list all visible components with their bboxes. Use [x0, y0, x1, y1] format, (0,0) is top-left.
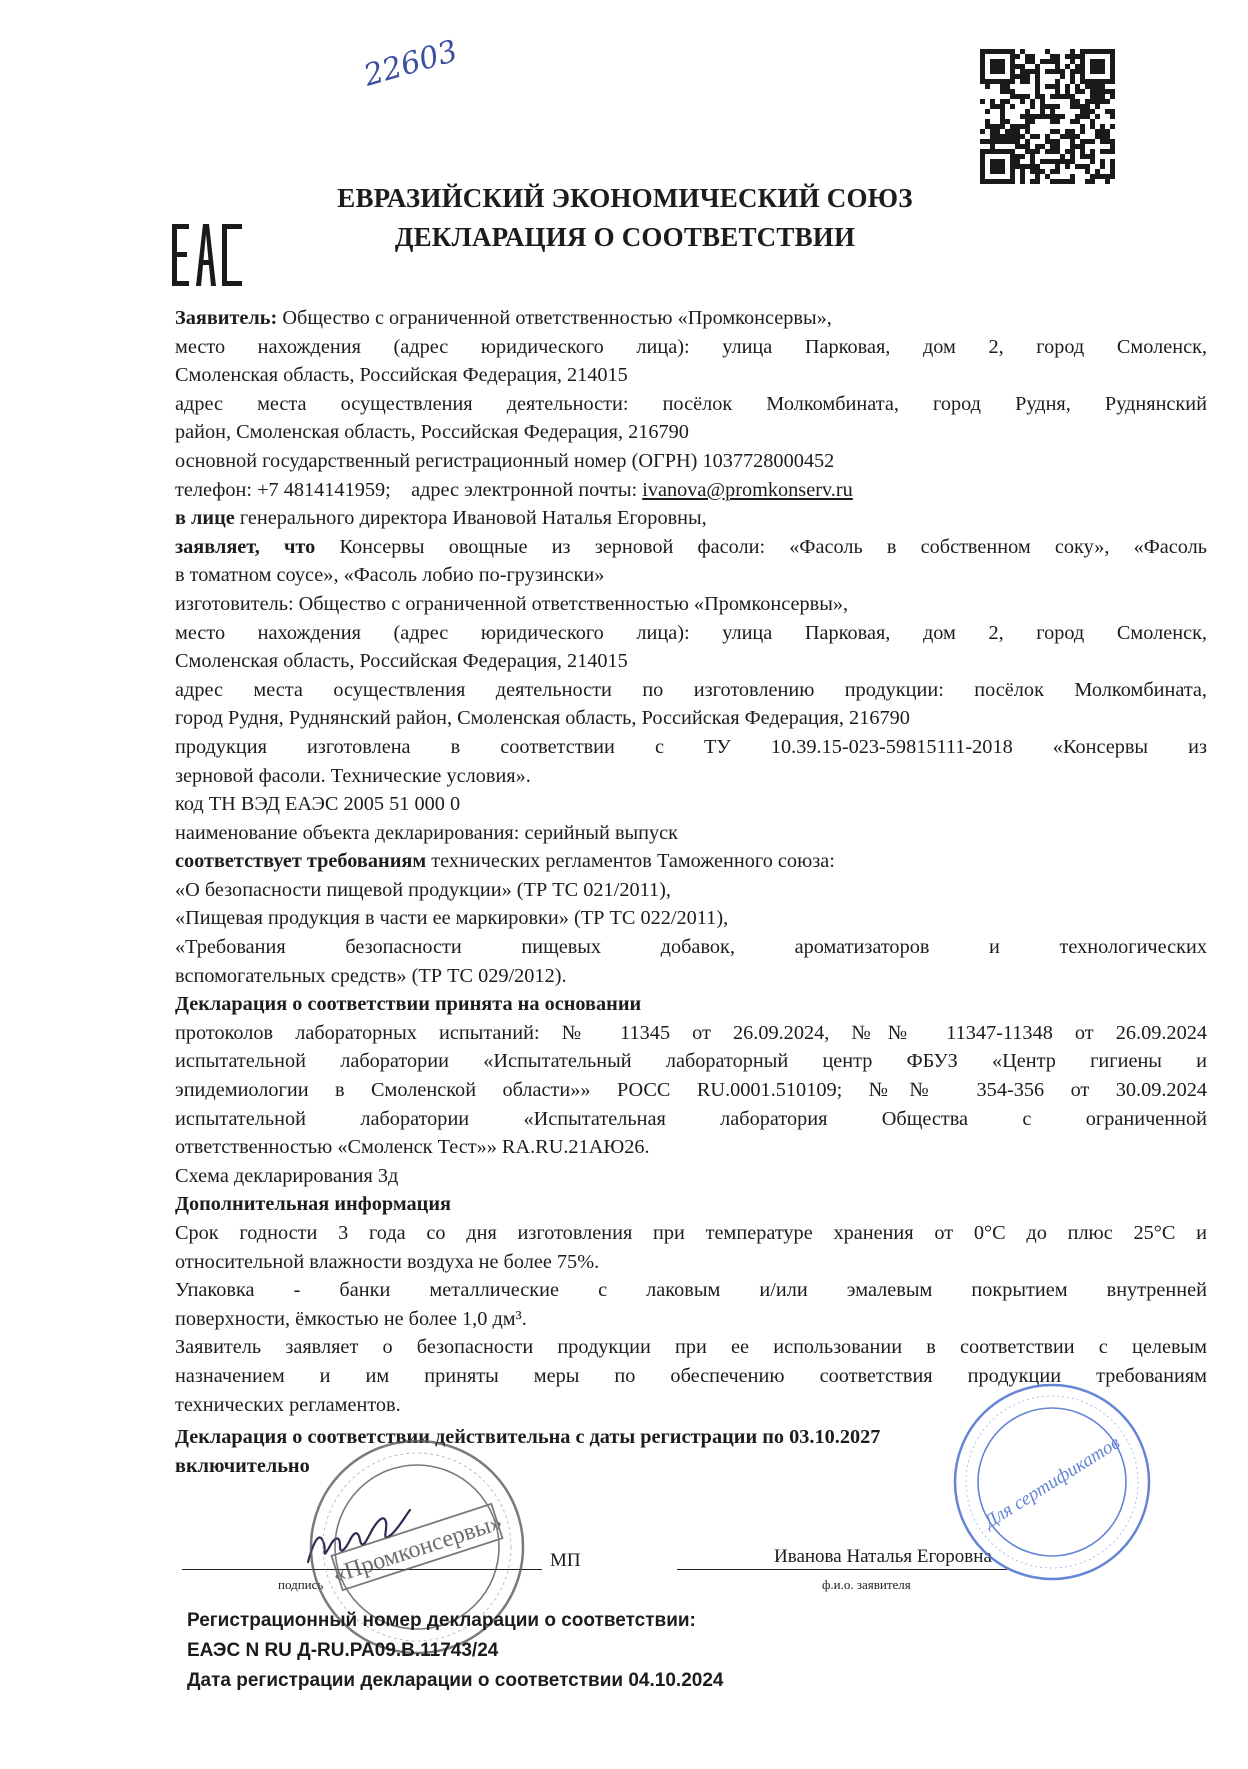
product-name-cont: в томатном соусе», «Фасоль лобио по-грузински»: [175, 564, 605, 587]
manufacturer-production-address: адрес места осуществления деятельности по изготовлению продукции: посёлок Молкомбината,: [175, 678, 1207, 701]
validity-inclusive: включительно: [175, 1454, 310, 1477]
mp-mark: МП: [550, 1550, 581, 1571]
regulation-021: «О безопасности пищевой продукции» (ТР ТС 021/2011),: [175, 878, 671, 901]
applicant-phone: телефон: +7 4814141959;: [175, 478, 391, 501]
union-title: ЕВРАЗИЙСКИЙ ЭКОНОМИЧЕСКИЙ СОЮЗ: [337, 183, 913, 213]
regulation-022: «Пищевая продукция в части ее маркировки» (ТР ТС 022/2011),: [175, 907, 729, 930]
cert-stamp-text: Для сертификатов: [980, 1432, 1124, 1533]
declaration-scheme: Схема декларирования 3д: [175, 1164, 399, 1187]
qr-code: [975, 44, 1120, 189]
applicant-activity-address-cont: район, Смоленская область, Российская Федерация, 216790: [175, 421, 689, 444]
applicant-legal-address-cont: Смоленская область, Российская Федерация, 214015: [175, 364, 628, 387]
additional-heading: Дополнительная информация: [175, 1193, 452, 1216]
packaging: Упаковка - банки металлические с лаковым и/или эмалевым покрытием внутренней: [175, 1279, 1207, 1302]
declaration-object: наименование объекта декларирования: серийный выпуск: [175, 821, 679, 844]
manufacturer-name: изготовитель: Общество с ограниченной ответственностью «Промконсервы»,: [175, 592, 849, 615]
basis-line-4: испытательной лаборатории «Испытательная лаборатория Общества с ограниченной: [175, 1107, 1207, 1130]
company-stamp-text: «Промконсервы»: [329, 1509, 506, 1589]
declares-label: заявляет, что: [175, 535, 316, 558]
basis-line-5: ответственностью «Смоленск Тест»» RA.RU.21АЮ26.: [175, 1136, 650, 1159]
basis-line-1: протоколов лабораторных испытаний: № 11345 от 26.09.2024, №№ 11347-11348 от 26.09.2024: [175, 1021, 1207, 1044]
product-standard: продукция изготовлена в соответствии с ТУ 10.39.15-023-59815111-2018 «Консервы из: [175, 735, 1207, 758]
signer-name: Иванова Наталья Егоровна: [774, 1546, 992, 1567]
applicant-ogrn: основной государственный регистрационный номер (ОГРН) 1037728000452: [175, 449, 835, 472]
regulation-029: «Требования безопасности пищевых добавок, ароматизаторов и технологических: [175, 936, 1207, 959]
email-link[interactable]: ivanova@promkonserv.ru: [642, 478, 853, 501]
packaging-cont: поверхности, ёмкостью не более 1,0 дм³.: [175, 1307, 527, 1330]
product-standard-cont: зерновой фасоли. Технические условия».: [175, 764, 531, 787]
safety-statement-cont: назначением и им приняты меры по обеспечению соответствия продукции требованиям: [175, 1364, 1207, 1387]
safety-statement-end: технических регламентов.: [175, 1393, 401, 1416]
manufacturer-legal-address: место нахождения (адрес юридического лица): улица Парковая, дом 2, город Смоленск,: [175, 621, 1207, 644]
basis-line-3: эпидемиологии в Смоленской области»» РОСС RU.0001.510109; №№ 354-356 от 30.09.2024: [175, 1079, 1207, 1102]
manufacturer-legal-address-cont: Смоленская область, Российская Федерация, 214015: [175, 650, 628, 673]
applicant-legal-address: место нахождения (адрес юридического лица): улица Парковая, дом 2, город Смоленск,: [175, 335, 1207, 358]
product-name: Консервы овощные из зерновой фасоли: «Фасоль в собственном соку», «Фасоль: [339, 535, 1208, 558]
manufacturer-production-address-cont: город Рудня, Руднянский район, Смоленская область, Российская Федерация, 216790: [175, 707, 910, 730]
declaration-body: [175, 304, 1207, 1480]
validity-line: Декларация о соответствии действительна с даты регистрации по 03.10.2027: [175, 1426, 881, 1449]
basis-heading: Декларация о соответствии принята на основании: [175, 993, 642, 1016]
applicant-activity-address: адрес места осуществления деятельности: посёлок Молкомбината, город Рудня, Руднянский: [175, 392, 1207, 415]
registration-heading: Регистрационный номер декларации о соответствии:: [187, 1610, 696, 1631]
eac-logo-icon: [170, 222, 245, 288]
basis-line-2: испытательной лаборатории «Испытательный лабораторный центр ФБУЗ «Центр гигиены и: [175, 1050, 1207, 1073]
applicant-label: Заявитель:: [175, 307, 278, 329]
safety-statement: Заявитель заявляет о безопасности продукции при ее использовании в соответствии с целевым: [175, 1336, 1207, 1359]
shelf-life: Срок годности 3 года со дня изготовления при температуре хранения от 0°С до плюс 25°С и: [175, 1222, 1207, 1244]
shelf-life-cont: относительной влажности воздуха не более 75%.: [175, 1250, 600, 1273]
signature-caption: подпись: [278, 1577, 324, 1592]
registration-date: Дата регистрации декларации о соответствии 04.10.2024: [187, 1670, 724, 1691]
registration-number: ЕАЭС N RU Д-RU.PA09.B.11743/24: [187, 1640, 499, 1661]
regulation-029-cont: вспомогательных средств» (ТР ТС 029/2012).: [175, 964, 567, 987]
conformity-label: соответствует требованиям: [175, 850, 427, 873]
certification-stamp: [950, 1380, 1155, 1585]
document-title: ДЕКЛАРАЦИЯ О СООТВЕТСТВИИ: [394, 222, 856, 252]
handwritten-number: 22603: [360, 33, 462, 94]
applicant-name: Общество с ограниченной ответственностью «Промконсервы»,: [282, 307, 832, 329]
applicant-person: генерального директора Ивановой Наталья Егоровны,: [239, 507, 707, 530]
person-label: в лице: [175, 507, 235, 530]
tn-ved-code: код ТН ВЭД ЕАЭС 2005 51 000 0: [175, 793, 461, 816]
email-label: адрес электронной почты:: [411, 478, 638, 501]
conformity-text: технических регламентов Таможенного союза:: [431, 850, 835, 873]
name-caption: ф.и.о. заявителя: [822, 1577, 911, 1592]
